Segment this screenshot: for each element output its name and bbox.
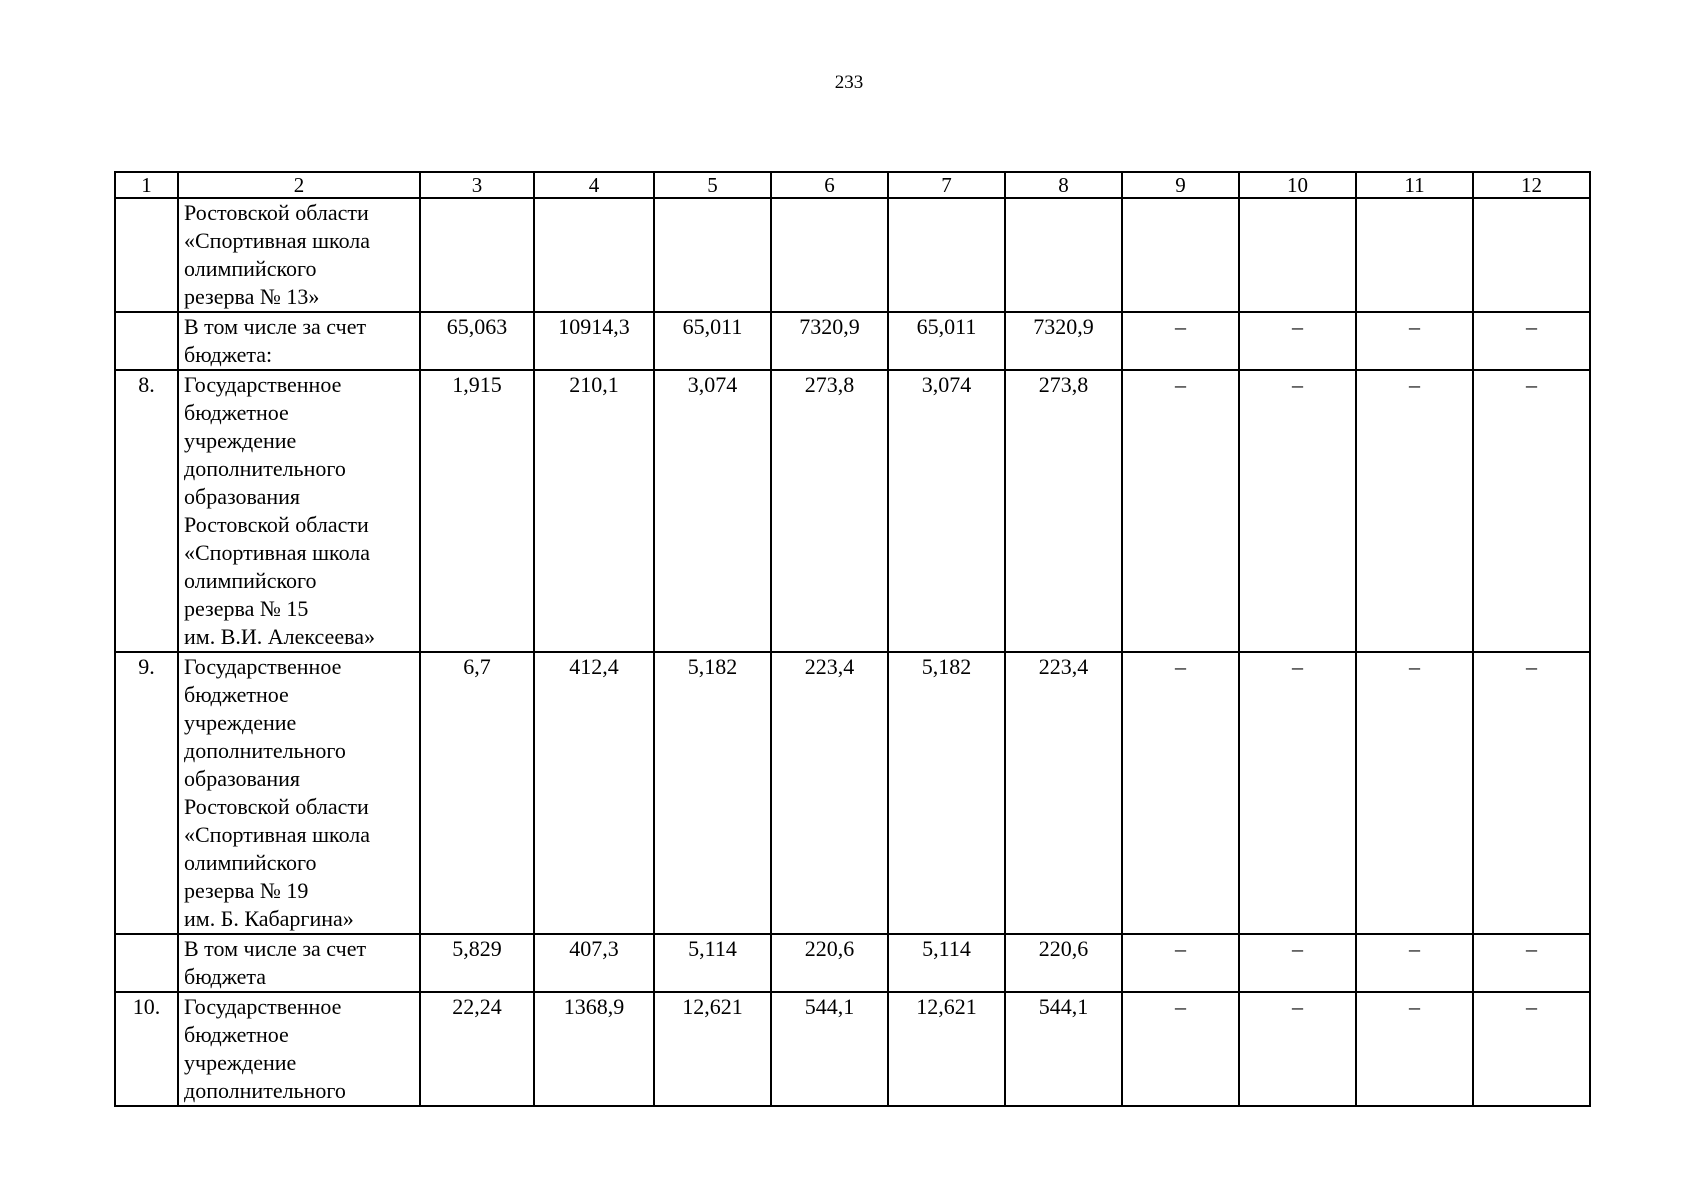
table-row xyxy=(115,198,1590,312)
value-cell: – xyxy=(1473,312,1590,370)
page-number: 233 xyxy=(834,72,864,93)
value-cell: 5,182 xyxy=(888,652,1005,934)
value-cell: – xyxy=(1356,652,1473,934)
row-number-cell xyxy=(115,312,178,370)
value-cell: – xyxy=(1239,652,1356,934)
value-cell: – xyxy=(1239,312,1356,370)
value-cell: 1,915 xyxy=(420,370,534,652)
value-cell: – xyxy=(1122,652,1239,934)
column-header: 1 xyxy=(115,172,178,198)
value-cell: – xyxy=(1122,992,1239,1106)
value-cell xyxy=(1005,198,1122,312)
institution-name-cell: Государственное бюджетное учреждение дополнительного образования Ростовской области «Спортивная школа олимпийского резерва № 15 им. В.И. Алексеева» xyxy=(178,370,420,652)
value-cell: 407,3 xyxy=(534,934,654,992)
value-cell: – xyxy=(1356,312,1473,370)
value-cell: – xyxy=(1473,992,1590,1106)
column-header: 11 xyxy=(1356,172,1473,198)
column-header: 3 xyxy=(420,172,534,198)
value-cell: 412,4 xyxy=(534,652,654,934)
value-cell: 3,074 xyxy=(654,370,771,652)
table-row xyxy=(115,992,1590,1106)
institution-name-cell: В том числе за счет бюджета: xyxy=(178,312,420,370)
value-cell xyxy=(534,198,654,312)
value-cell: – xyxy=(1122,370,1239,652)
value-cell: 273,8 xyxy=(771,370,888,652)
value-cell: – xyxy=(1473,934,1590,992)
institution-name-cell: Государственное бюджетное учреждение дополнительного образования Ростовской области «Спортивная школа олимпийского резерва № 19 им. Б. Кабаргина» xyxy=(178,652,420,934)
value-cell: 223,4 xyxy=(1005,652,1122,934)
value-cell: 544,1 xyxy=(771,992,888,1106)
row-number-cell: 10. xyxy=(115,992,178,1106)
value-cell: 65,063 xyxy=(420,312,534,370)
column-header: 6 xyxy=(771,172,888,198)
column-header: 2 xyxy=(178,172,420,198)
table-row xyxy=(115,370,1590,652)
value-cell: – xyxy=(1356,992,1473,1106)
value-cell xyxy=(1239,198,1356,312)
value-cell xyxy=(654,198,771,312)
value-cell: 10914,3 xyxy=(534,312,654,370)
value-cell: – xyxy=(1356,934,1473,992)
column-header: 7 xyxy=(888,172,1005,198)
value-cell: 7320,9 xyxy=(1005,312,1122,370)
value-cell xyxy=(420,198,534,312)
row-number-cell: 9. xyxy=(115,652,178,934)
table-row xyxy=(115,934,1590,992)
value-cell: 223,4 xyxy=(771,652,888,934)
row-number-cell xyxy=(115,198,178,312)
value-cell: – xyxy=(1239,370,1356,652)
value-cell: 544,1 xyxy=(1005,992,1122,1106)
value-cell: 1368,9 xyxy=(534,992,654,1106)
value-cell: – xyxy=(1239,934,1356,992)
column-header: 4 xyxy=(534,172,654,198)
column-header: 8 xyxy=(1005,172,1122,198)
value-cell: 12,621 xyxy=(888,992,1005,1106)
value-cell xyxy=(888,198,1005,312)
value-cell: 5,114 xyxy=(888,934,1005,992)
value-cell: 220,6 xyxy=(1005,934,1122,992)
value-cell: – xyxy=(1473,652,1590,934)
institution-name-cell: В том числе за счет бюджета xyxy=(178,934,420,992)
value-cell: 210,1 xyxy=(534,370,654,652)
value-cell xyxy=(1356,198,1473,312)
column-header: 12 xyxy=(1473,172,1590,198)
column-number-header-row xyxy=(115,172,1590,198)
institution-name-cell: Государственное бюджетное учреждение дополнительного xyxy=(178,992,420,1106)
value-cell: – xyxy=(1122,312,1239,370)
value-cell: 6,7 xyxy=(420,652,534,934)
value-cell: 7320,9 xyxy=(771,312,888,370)
value-cell: – xyxy=(1356,370,1473,652)
value-cell: 5,182 xyxy=(654,652,771,934)
institution-name-cell: Ростовской области «Спортивная школа олимпийского резерва № 13» xyxy=(178,198,420,312)
value-cell: – xyxy=(1122,934,1239,992)
value-cell: 3,074 xyxy=(888,370,1005,652)
value-cell: – xyxy=(1473,370,1590,652)
column-header: 9 xyxy=(1122,172,1239,198)
table-row xyxy=(115,312,1590,370)
column-header: 5 xyxy=(654,172,771,198)
value-cell: 65,011 xyxy=(888,312,1005,370)
value-cell: 65,011 xyxy=(654,312,771,370)
value-cell: – xyxy=(1239,992,1356,1106)
value-cell: 5,829 xyxy=(420,934,534,992)
row-number-cell: 8. xyxy=(115,370,178,652)
value-cell: 220,6 xyxy=(771,934,888,992)
value-cell xyxy=(1473,198,1590,312)
row-number-cell xyxy=(115,934,178,992)
budget-table xyxy=(114,171,1591,1107)
value-cell: 12,621 xyxy=(654,992,771,1106)
value-cell: 273,8 xyxy=(1005,370,1122,652)
value-cell xyxy=(771,198,888,312)
column-header: 10 xyxy=(1239,172,1356,198)
table-row xyxy=(115,652,1590,934)
value-cell: 22,24 xyxy=(420,992,534,1106)
value-cell: 5,114 xyxy=(654,934,771,992)
value-cell xyxy=(1122,198,1239,312)
